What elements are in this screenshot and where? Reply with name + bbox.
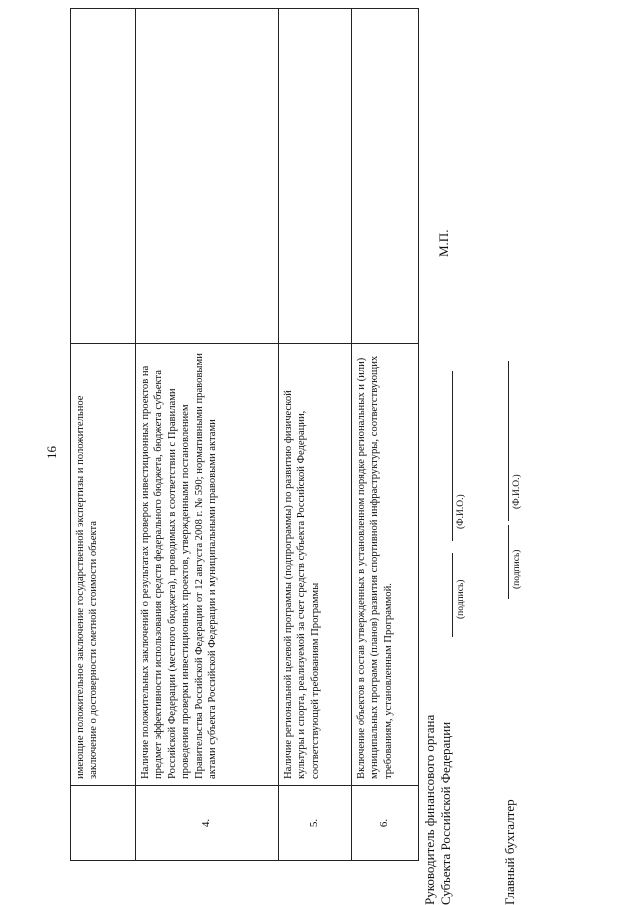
head-name-line (452, 371, 453, 541)
empty-cell (279, 9, 352, 344)
table-row (71, 9, 136, 861)
empty-cell (352, 9, 419, 344)
criterion-text: Наличие региональной целевой программы (подпрограммы) по развитию физической культуры и спорта, реализуемой за счет средств субъекта Российской Федерации, соответствующей требованиям Программы (279, 344, 352, 786)
table-row (136, 9, 279, 861)
table-row (279, 9, 352, 861)
row-number: 6. (352, 786, 419, 861)
table-row (352, 9, 419, 861)
accountant-label: Главный бухгалтер (502, 799, 517, 905)
head-title-line2: Субъекта Российской Федерации (438, 721, 453, 905)
row-number (71, 786, 136, 861)
row-number: 4. (136, 786, 279, 861)
criterion-text: имеющие положительное заключение государственной экспертизы и положительное заключение о достоверности сметной стоимости объекта (71, 344, 136, 786)
criterion-text: Включение объектов в состав утвержденных в установленном порядке региональных и (или) муниципальных программ (планов) развития спортивной инфраструктуры, соответствующих требованиям, установленным Программой. (352, 344, 419, 786)
empty-cell (136, 9, 279, 344)
empty-cell (71, 9, 136, 344)
head-signatory-label (422, 715, 454, 905)
accountant-signature-caption: (подпись) (512, 549, 522, 589)
accountant-name-caption: (Ф.И.О.) (512, 474, 522, 509)
row-number: 5. (279, 786, 352, 861)
head-title-line1: Руководитель финансового органа (422, 714, 437, 905)
criterion-text: Наличие положительных заключений о результатах проверок инвестиционных проектов на предмет эффективности использования средств федерального бюджета, бюджета субъекта Российской Федерации (местного бюджета), проводимых в соответствии с Правилами проведения проверки инвестиционных проектов, утвержденными постановлением Правительства Российской Федерации от 12 августа 2008 г. № 590; нормативными правовыми актами субъекта Российской Федерации и муниципальными правовыми актами (136, 344, 279, 786)
criteria-table (70, 8, 419, 861)
head-name-caption: (Ф.И.О.) (456, 494, 466, 529)
head-signature-caption: (подпись) (456, 579, 466, 619)
head-signature-line (452, 553, 453, 637)
page-number: 16 (44, 446, 59, 459)
accountant-signature-line (508, 525, 509, 599)
accountant-name-line (508, 361, 509, 521)
seal-mark: М.П. (436, 229, 451, 257)
